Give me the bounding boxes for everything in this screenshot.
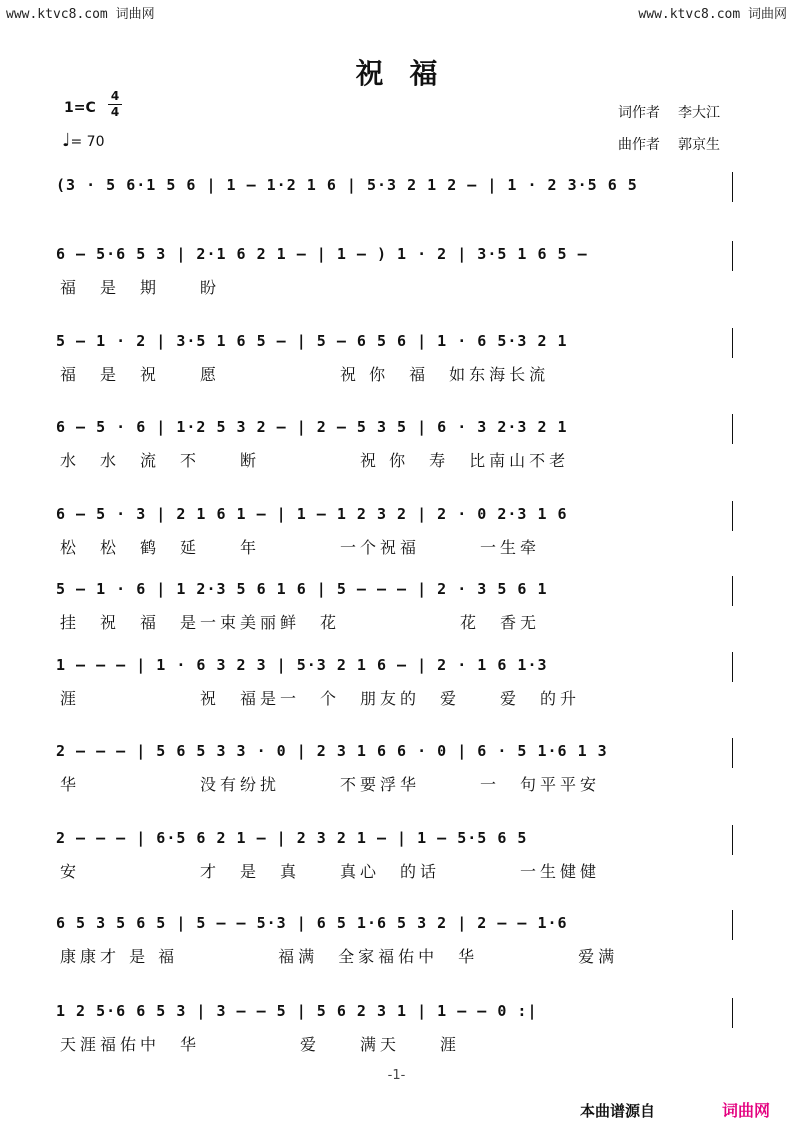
- time-signature-top: 4: [110, 89, 120, 103]
- end-barline: [732, 825, 733, 855]
- score-system: [56, 1002, 736, 1062]
- score-system: [56, 505, 736, 565]
- song-title: 祝福: [355, 57, 464, 90]
- lyricist-name: 李大江: [678, 105, 720, 121]
- lyrics-line: 挂 祝 福 是一束美丽鲜 花 花 香无: [60, 613, 541, 632]
- source-label: 本曲谱源自: [580, 1102, 656, 1120]
- lyrics-line: 安 才 是 真 真心 的话 一生健健: [60, 862, 601, 881]
- end-barline: [732, 328, 733, 358]
- end-barline: [732, 998, 733, 1028]
- score-system: [56, 656, 736, 716]
- lyrics-line: 天涯福佑中 华 爱 满天 涯: [60, 1035, 461, 1054]
- lyrics-line: 华 没有纷扰 不要浮华 一 句平平安: [60, 775, 601, 794]
- tempo-marking: [62, 130, 105, 151]
- end-barline: [732, 576, 733, 606]
- lyrics-line: 水 水 流 不 断 祝 你 寿 比南山不老: [60, 451, 570, 470]
- score-system: [56, 418, 736, 478]
- notation-line: 5 — 1 · 6 | 1 2·3 5 6 1 6 | 5 — — — | 2 · 3 5 6 1: [56, 580, 548, 598]
- end-barline: [732, 738, 733, 768]
- score-system: [56, 829, 736, 889]
- tempo-value: = 70: [70, 134, 105, 150]
- watermark-left: www.ktvc8.com 词曲网: [6, 7, 155, 22]
- end-barline: [732, 241, 733, 271]
- score-system: [56, 742, 736, 802]
- composer-label: 曲作者: [618, 137, 660, 153]
- notation-line: 2 — — — | 6·5 6 2 1 — | 2 3 2 1 — | 1 — 5·5 6 5: [56, 829, 528, 847]
- notation-line: (3 · 5 6·1 5 6 | 1 — 1·2 1 6 | 5·3 2 1 2 — | 1 · 2 3·5 6 5: [56, 176, 638, 194]
- composer-name: 郭京生: [678, 137, 720, 153]
- notation-line: 5 — 1 · 2 | 3·5 1 6 5 — | 5 — 6 5 6 | 1 · 6 5·3 2 1: [56, 332, 568, 350]
- end-barline: [732, 172, 733, 202]
- score-system: [56, 332, 736, 392]
- lyrics-line: 康康才 是 福 福满 全家福佑中 华 爱满: [60, 947, 619, 966]
- notation-line: 6 — 5 · 6 | 1·2 5 3 2 — | 2 — 5 3 5 | 6 · 3 2·3 2 1: [56, 418, 568, 436]
- source-logo: 词曲网: [722, 1101, 771, 1120]
- notation-line: 1 — — — | 1 · 6 3 2 3 | 5·3 2 1 6 — | 2 · 1 6 1·3: [56, 656, 548, 674]
- time-signature-bottom: 4: [110, 105, 120, 119]
- watermark-right: www.ktvc8.com 词曲网: [638, 7, 787, 22]
- lyricist-label: 词作者: [618, 105, 660, 121]
- end-barline: [732, 414, 733, 444]
- page-number: -1-: [387, 1068, 406, 1083]
- end-barline: [732, 652, 733, 682]
- score-system: [56, 914, 736, 974]
- key-signature: 1=C: [64, 100, 96, 116]
- notation-line: 6 — 5 · 3 | 2 1 6 1 — | 1 — 1 2 3 2 | 2 · 0 2·3 1 6: [56, 505, 568, 523]
- score-system: [56, 176, 736, 236]
- composer-credit: [618, 134, 720, 154]
- end-barline: [732, 501, 733, 531]
- quarter-note-icon: ♩: [62, 130, 71, 151]
- lyrics-line: [60, 206, 736, 228]
- lyrics-line: 松 松 鹤 延 年 一个祝福 一生牵: [60, 538, 541, 557]
- lyricist-credit: [618, 102, 720, 122]
- time-signature: [108, 90, 122, 119]
- notation-line: 1 2 5·6 6 5 3 | 3 — — 5 | 5 6 2 3 1 | 1 — — 0 :|: [56, 1002, 538, 1020]
- lyrics-line: 福 是 祝 愿 祝 你 福 如东海长流: [60, 365, 550, 384]
- lyrics-line: 涯 祝 福是一 个 朋友的 爱 爱 的升: [60, 689, 581, 708]
- score-system: [56, 580, 736, 640]
- score-system: [56, 245, 736, 305]
- notation-line: 6 5 3 5 6 5 | 5 — — 5·3 | 6 5 1·6 5 3 2 | 2 — — 1·6: [56, 914, 568, 932]
- notation-line: 6 — 5·6 5 3 | 2·1 6 2 1 — | 1 — ) 1 · 2 | 3·5 1 6 5 —: [56, 245, 588, 263]
- end-barline: [732, 910, 733, 940]
- lyrics-line: 福 是 期 盼: [60, 278, 221, 297]
- notation-line: 2 — — — | 5 6 5 3 3 · 0 | 2 3 1 6 6 · 0 | 6 · 5 1·6 1 3: [56, 742, 608, 760]
